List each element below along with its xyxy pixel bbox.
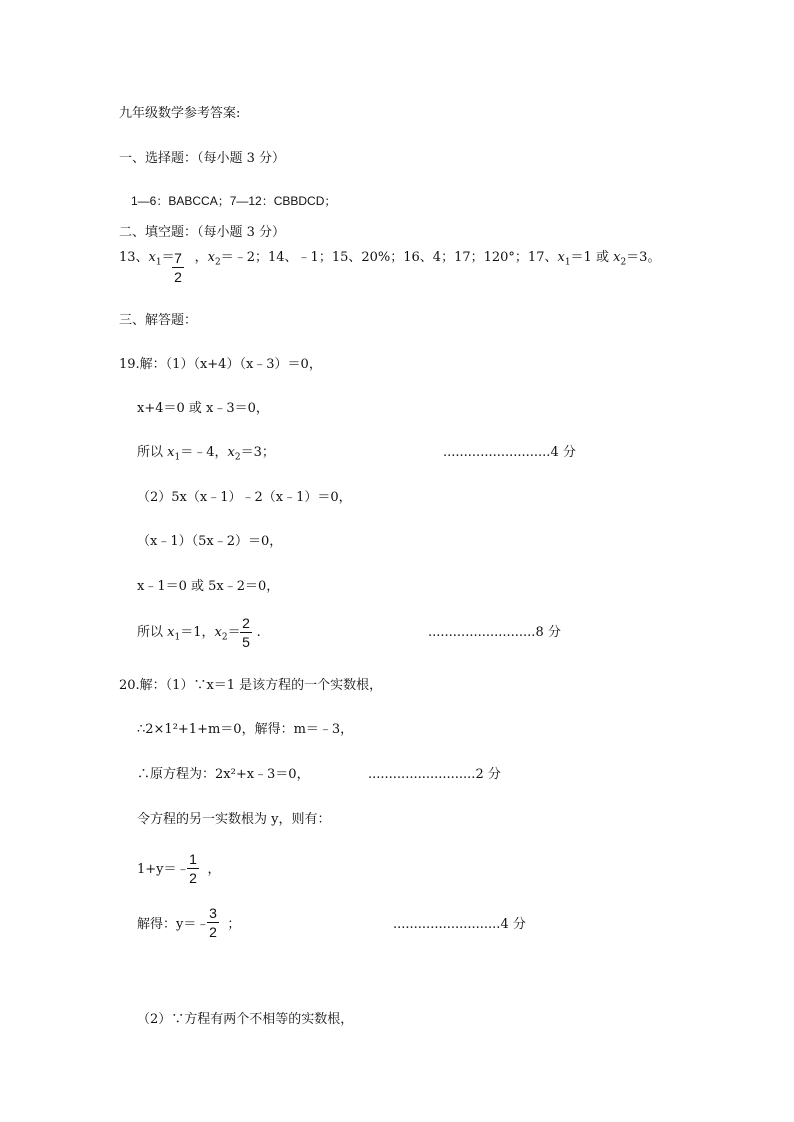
document-title: 九年级数学参考答案: [119, 106, 241, 121]
fraction-numerator: 2 [242, 615, 250, 631]
q13-x1-eq: ＝ [161, 250, 175, 265]
q19-l3-end: ＝3； [240, 445, 275, 460]
q20-line6 [137, 917, 240, 933]
q19-line1: 19.解：（1）（x+4）（x﹣3）＝0， [119, 357, 322, 372]
q20-l6-prefix: 解得：y＝﹣ [137, 917, 210, 932]
q19-l7-dot: . [256, 625, 261, 640]
q19-line6: x﹣1＝0 或 5x﹣2＝0， [137, 579, 280, 594]
q13-prefix: 13、 [119, 250, 149, 265]
fraction-bar [172, 267, 184, 268]
fraction-1-2 [187, 851, 199, 886]
q20-line4: 令方程的另一实数根为 y，则有： [137, 812, 331, 827]
q19-l3-mid: ＝﹣4， [180, 445, 228, 460]
q17-x2: ＝3。 [626, 250, 661, 265]
fraction-bar [187, 868, 199, 869]
q20-score1: ..........................2 分 [368, 767, 501, 782]
q13-rest: ＝﹣2；14、﹣1；15、20%；16、4；17；120°；17、 [220, 250, 558, 265]
q19-l3-prefix: 所以 [137, 445, 168, 460]
q20-line7: （2）∵方程有两个不相等的实数根， [137, 1012, 354, 1027]
fraction-numerator: 3 [209, 905, 217, 921]
q13-line: 13、$x_1=$ ，$x_2=﹣2$；14、﹣1；15、20%；16、4；17；120°；17、$x_1=1$ 或 $x_2=3$。 [119, 250, 661, 268]
fraction-2-5 [240, 615, 252, 650]
choice-answers: 1—6：BABCCA；7—12：CBBDCD； [131, 194, 337, 208]
q20-score2: ..........................4 分 [393, 917, 526, 932]
q19-score1: ..........................4 分 [443, 445, 576, 460]
section1-heading: 一、选择题：（每小题 3 分） [119, 151, 286, 166]
q19-line2: x+4＝0 或 x﹣3＝0， [137, 401, 269, 416]
q17-x1: ＝1 或 [570, 250, 614, 265]
fraction-bar [207, 922, 219, 923]
q19-line4: （2）5x（x﹣1）﹣2（x﹣1）＝0， [137, 490, 352, 505]
q20-line2: ∴2×1²+1+m＝0，解得：m＝﹣3， [137, 722, 354, 737]
q13-after-frac: ， [194, 250, 208, 265]
fraction-numerator: 7 [174, 250, 182, 266]
q19-line3: 所以 $x_1=﹣4$，$x_2=3$； [137, 445, 275, 463]
q19-l7-prefix: 所以 [137, 625, 168, 640]
q20-line1: 20.解：（1）∵x＝1 是该方程的一个实数根， [119, 678, 383, 693]
fraction-numerator: 1 [189, 851, 197, 867]
section2-heading: 二、填空题：（每小题 3 分） [119, 225, 286, 240]
fraction-denominator: 5 [242, 634, 250, 650]
q20-line5 [137, 862, 221, 878]
fraction-denominator: 2 [189, 870, 197, 886]
q19-line7: 所以 $x_1=1$，$x_2=$ . [137, 625, 261, 643]
q19-line5: （x﹣1）（5x﹣2）＝0， [137, 534, 283, 549]
fraction-3-2 [207, 905, 219, 940]
section3-heading: 三、解答题： [119, 313, 198, 328]
q19-l7-mid: ＝1， [180, 625, 215, 640]
fraction-bar [240, 632, 252, 633]
q19-l7-end: ＝ [227, 625, 241, 640]
q20-l6-suffix: ； [227, 917, 241, 932]
q20-l5-suffix: ， [207, 862, 221, 877]
q20-l5-prefix: 1+y＝﹣ [137, 862, 190, 877]
fraction-denominator: 2 [209, 924, 217, 940]
fraction-7-2 [172, 250, 184, 285]
q19-score2: ..........................8 分 [428, 625, 561, 640]
q20-line3: ∴原方程为：2x²+x﹣3＝0， [137, 767, 310, 782]
fraction-denominator: 2 [174, 269, 182, 285]
